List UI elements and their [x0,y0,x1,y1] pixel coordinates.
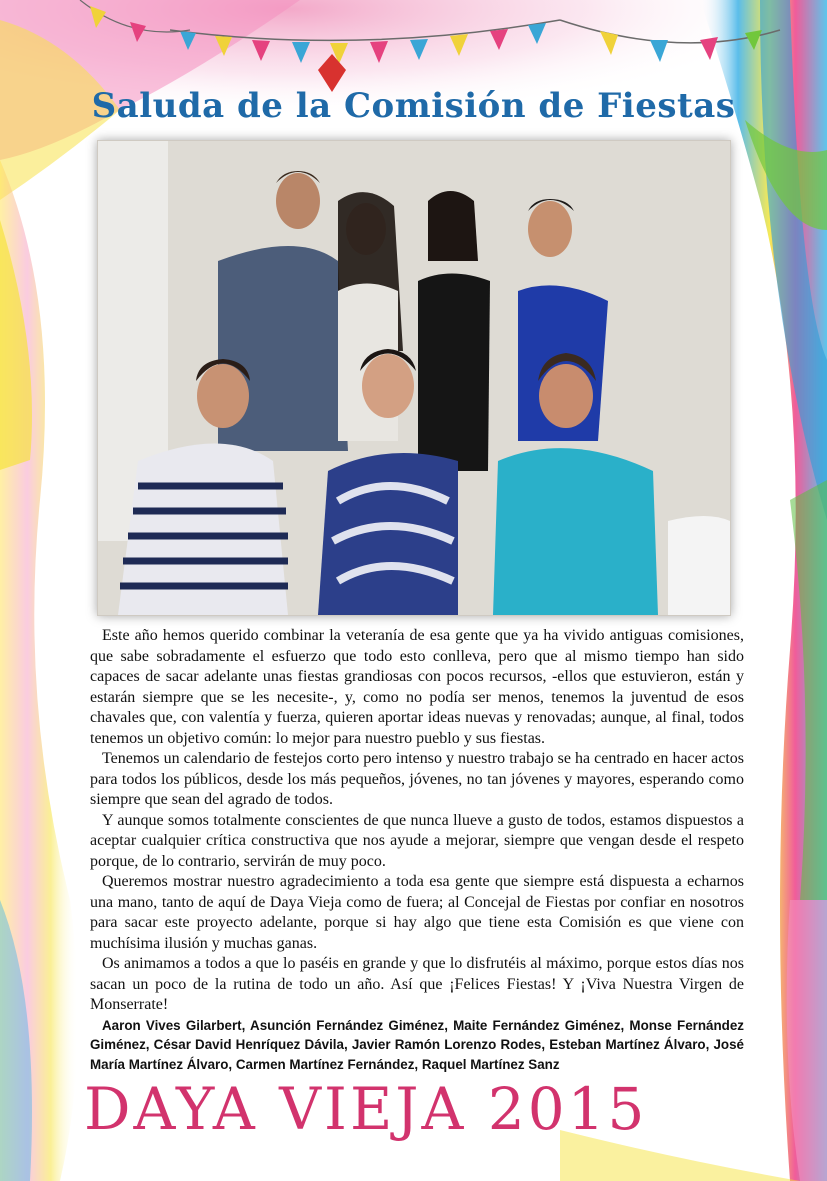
page-title: Saluda de la Comisión de Fiestas [91,86,736,126]
paragraph-5: Os animamos a todos a que lo paséis en grande y que lo disfrutéis al máximo, porque estos días nos sacan un poco de la rutina de todo un año. Así que ¡Felices Fiestas! Y ¡Viva Nuestra Virgen de Monserrate! [90,955,744,1013]
group-photo-illustration [98,141,730,615]
footer-title: DAYA VIEJA 2015 [84,1075,648,1143]
paragraph-4: Queremos mostrar nuestro agradecimiento a toda esa gente que siempre está dispuesta a echarnos una mano, tanto de aquí de Daya Vieja como de fuera; al Concejal de Fiestas por confiar en nosotros para sacar este proyecto adelante, porque si hay algo que tiene esta Comisión es que viene con muchísima ilusión y muchas ganas. [90,873,744,952]
paragraph-1: Este año hemos querido combinar la veteranía de esa gente que ya ha vivido antiguas comisiones, que sabe sobradamente el esfuerzo que todo esto conlleva, pero que al mismo tiempo han sido capaces de sacar adelante unas fiestas grandiosas con pocos recursos, -ellos que estuvieron, están y estarán siempre que se les necesite-, y, como no podía ser menos, tenemos la juventud de esos chavales que, con valentía y fuerza, quieren aportar ideas nuevas y renovadas; aunque, al final, todos tenemos un objetivo común: lo mejor para nuestro pueblo y sus fiestas. [90,627,744,747]
greeting-text [90,626,744,1074]
paragraph-3: Y aunque somos totalmente conscientes de que nunca llueve a gusto de todos, estamos dispuestos a aceptar cualquier crítica constructiva que nos ayude a mejorar, siempre que vengan desde el respeto porque, de lo contrario, servirán de muy poco. [90,811,744,870]
paragraph-2: Tenemos un calendario de festejos corto pero intenso y nuestro trabajo se ha centrado en hacer actos para todos los públicos, desde los más pequeños, jóvenes, no tan jóvenes y mayores, esperando como siempre que sean del agrado de todos. [90,750,744,808]
signers-list: Aaron Vives Gilarbert, Asunción Fernández Giménez, Maite Fernández Giménez, Monse Fernández Giménez, César David Henríquez Dávila, Javier Ramón Lorenzo Rodes, Esteban Martínez Álvaro, José María Martínez Álvaro, Carmen Martínez Fernández, Raquel Martínez Sanz [90,1017,744,1072]
group-photo [97,140,731,616]
